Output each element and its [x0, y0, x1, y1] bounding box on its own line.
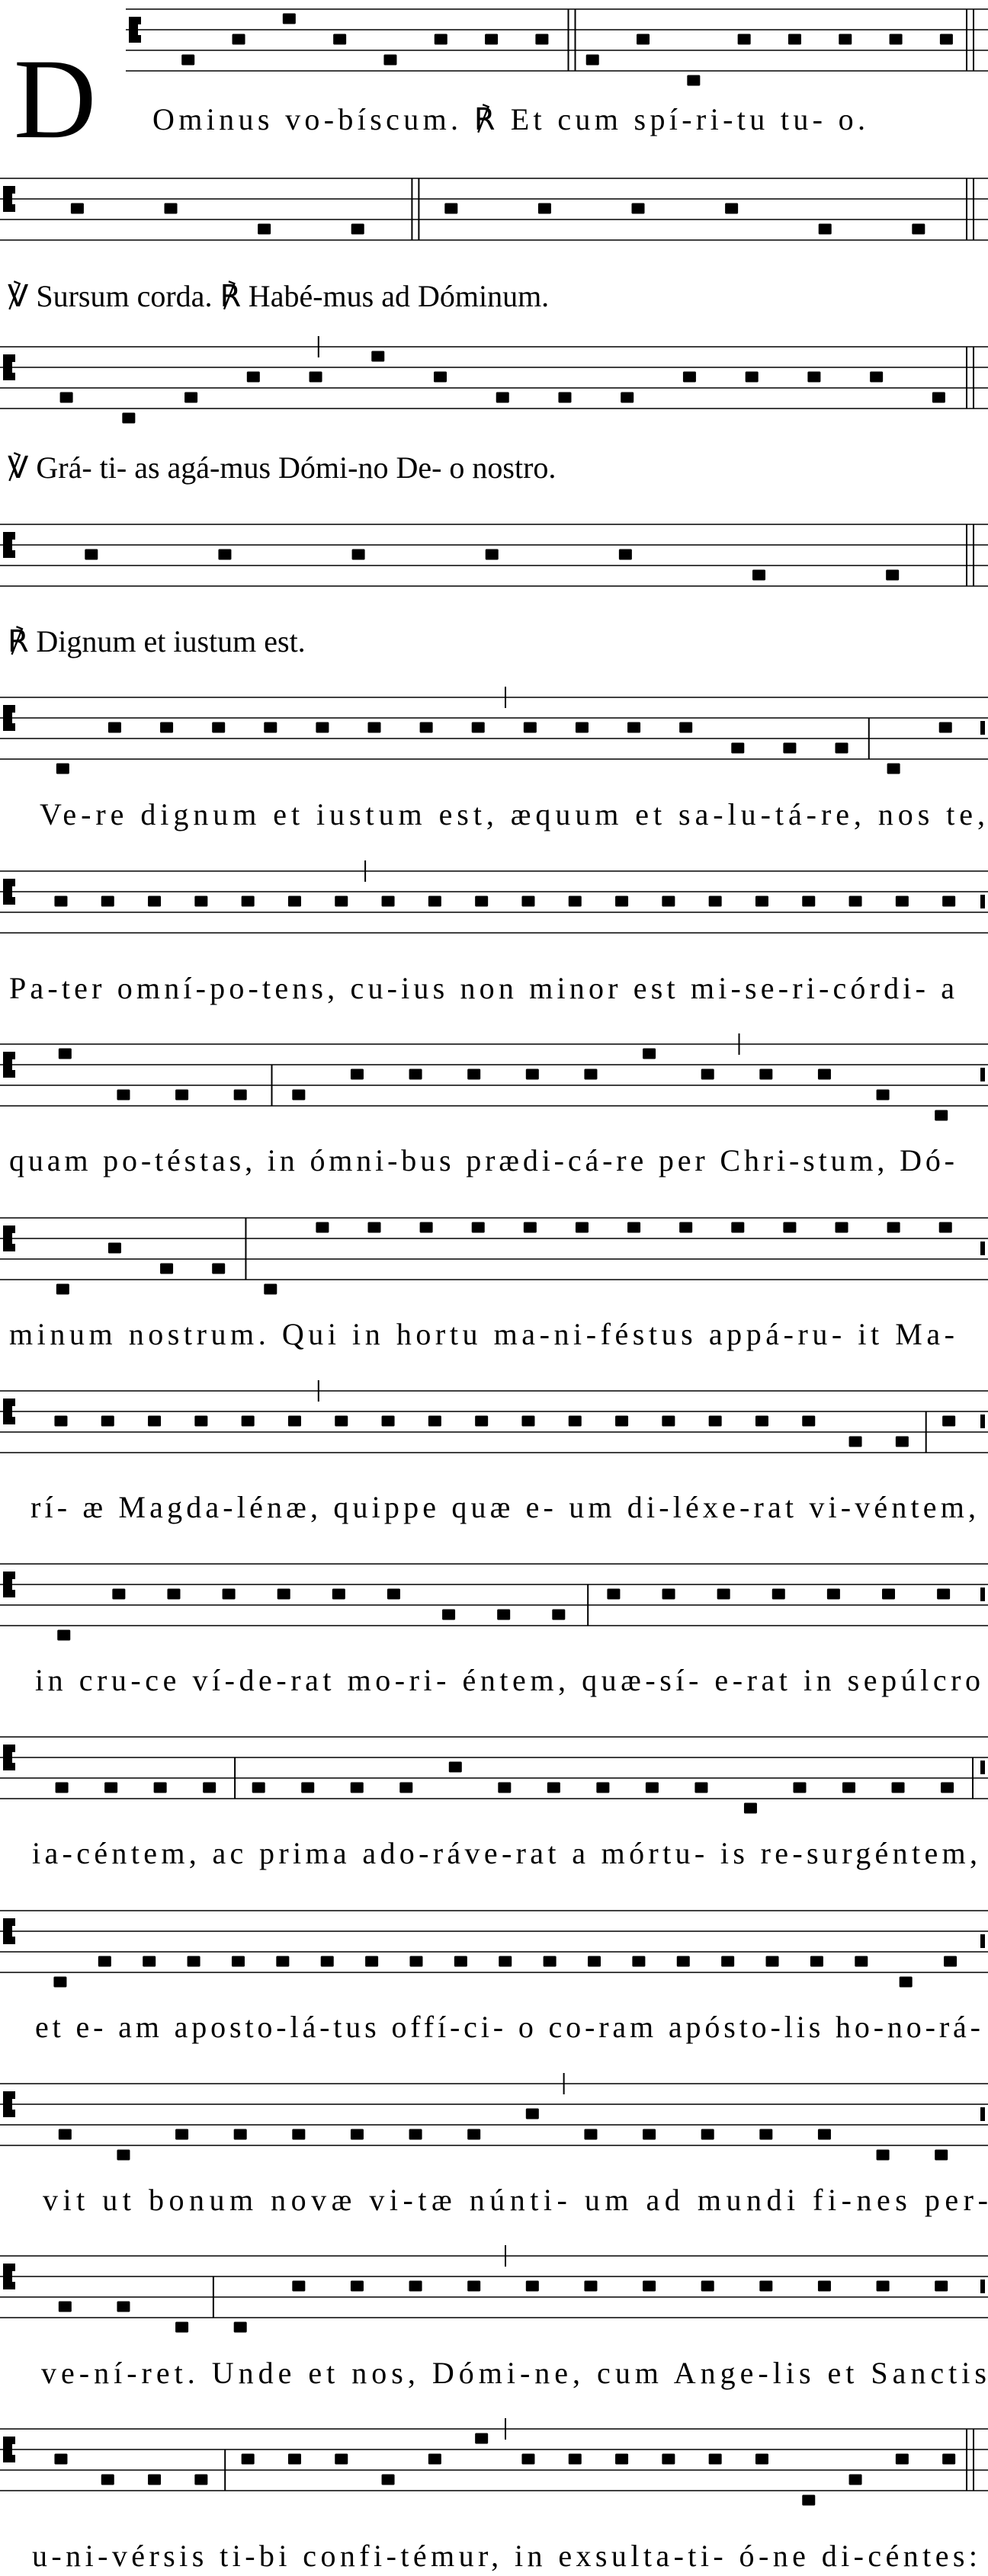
lyric-line: in cru-ce ví-de-rat mo-ri- éntem, quæ-sí- e-rat in sepúlcro — [35, 1663, 981, 1697]
punctum-note — [679, 722, 692, 733]
punctum-note — [870, 372, 883, 383]
punctum-note — [619, 549, 632, 560]
punctum-note — [335, 2454, 348, 2465]
punctum-note — [117, 2150, 130, 2161]
punctum-note — [521, 1416, 534, 1427]
punctum-note — [646, 1783, 659, 1793]
punctum-note — [382, 896, 395, 907]
punctum-note — [351, 2129, 364, 2140]
punctum-note — [234, 2129, 247, 2140]
staff-system — [0, 687, 988, 831]
punctum-note — [472, 722, 485, 733]
punctum-note — [588, 1956, 601, 1967]
punctum-note — [932, 392, 945, 403]
punctum-note — [886, 570, 899, 581]
punctum-note — [802, 2495, 815, 2506]
punctum-note — [409, 1956, 422, 1967]
punctum-note — [143, 1956, 156, 1967]
staff-system — [126, 9, 988, 136]
punctum-note — [154, 1783, 167, 1793]
punctum-note — [351, 1069, 364, 1080]
custos — [980, 2107, 985, 2121]
punctum-note — [725, 203, 738, 214]
punctum-note — [335, 896, 348, 907]
punctum-note — [877, 1090, 890, 1101]
punctum-note — [941, 1783, 954, 1793]
punctum-note — [912, 224, 925, 235]
staff-system — [0, 1218, 988, 1351]
punctum-note — [709, 2454, 722, 2465]
punctum-note — [526, 1069, 539, 1080]
punctum-note — [744, 1803, 757, 1814]
punctum-note — [194, 896, 207, 907]
punctum-note — [935, 1110, 948, 1121]
punctum-note — [288, 1416, 301, 1427]
punctum-note — [148, 2475, 161, 2485]
custos — [980, 1761, 985, 1774]
punctum-note — [242, 1416, 255, 1427]
punctum-note — [662, 1589, 675, 1600]
punctum-note — [679, 1222, 692, 1233]
punctum-note — [759, 2129, 772, 2140]
staff-system — [0, 1737, 988, 1870]
punctum-note — [85, 549, 98, 560]
punctum-note — [849, 896, 862, 907]
custos — [980, 1588, 985, 1601]
punctum-note — [731, 1222, 744, 1233]
punctum-note — [896, 896, 909, 907]
punctum-note — [942, 1416, 955, 1427]
punctum-note — [175, 2129, 188, 2140]
punctum-note — [499, 1956, 512, 1967]
punctum-note — [428, 1416, 441, 1427]
punctum-note — [810, 1956, 823, 1967]
punctum-note — [738, 34, 751, 45]
punctum-note — [56, 1284, 69, 1295]
punctum-note — [731, 743, 744, 754]
punctum-note — [59, 2302, 72, 2312]
staff-system — [0, 2073, 988, 2217]
punctum-note — [569, 2454, 582, 2465]
lyric-line: vit ut bonum novæ vi-tæ núnti- um ad mundi fi-nes per- — [43, 2183, 988, 2217]
staff-system — [0, 1380, 988, 1524]
punctum-note — [101, 1416, 114, 1427]
punctum-note — [759, 2281, 772, 2292]
punctum-note — [521, 2454, 534, 2465]
punctum-note — [584, 2281, 597, 2292]
punctum-note — [637, 34, 650, 45]
punctum-note — [569, 1416, 582, 1427]
punctum-note — [701, 2281, 714, 2292]
punctum-note — [409, 2281, 422, 2292]
punctum-note — [292, 1090, 305, 1101]
punctum-note — [526, 2281, 539, 2292]
punctum-note — [409, 2129, 422, 2140]
punctum-note — [818, 1069, 831, 1080]
punctum-note — [101, 896, 114, 907]
punctum-note — [877, 2281, 890, 2292]
punctum-note — [399, 1783, 412, 1793]
punctum-note — [234, 2322, 247, 2333]
punctum-note — [382, 1416, 395, 1427]
punctum-note — [788, 34, 801, 45]
punctum-note — [632, 1956, 645, 1967]
punctum-note — [662, 1416, 675, 1427]
punctum-note — [232, 1956, 245, 1967]
punctum-note — [333, 34, 346, 45]
punctum-note — [849, 1437, 862, 1447]
punctum-note — [935, 2150, 948, 2161]
punctum-note — [475, 1416, 488, 1427]
punctum-note — [607, 1589, 620, 1600]
lyric-line: ℣ Sursum corda. ℟ Habé-mus ad Dóminum. — [8, 279, 550, 313]
punctum-note — [896, 1437, 909, 1447]
punctum-note — [643, 1049, 656, 1059]
punctum-note — [108, 722, 121, 733]
lyric-line: quam po-téstas, in ómni-bus prædi-cá-re per Chri-stum, Dó- — [9, 1143, 954, 1177]
punctum-note — [165, 203, 178, 214]
punctum-note — [819, 224, 832, 235]
custos — [980, 1242, 985, 1255]
punctum-note — [283, 14, 296, 24]
custos — [980, 895, 985, 908]
punctum-note — [467, 1069, 480, 1080]
punctum-note — [184, 392, 197, 403]
punctum-note — [382, 2475, 395, 2485]
punctum-note — [900, 1977, 913, 1988]
punctum-note — [524, 722, 537, 733]
punctum-note — [160, 722, 173, 733]
punctum-note — [475, 896, 488, 907]
punctum-note — [496, 392, 509, 403]
punctum-note — [160, 1264, 173, 1274]
punctum-note — [288, 896, 301, 907]
punctum-note — [122, 413, 135, 424]
punctum-note — [335, 1416, 348, 1427]
punctum-note — [352, 549, 365, 560]
punctum-note — [942, 896, 955, 907]
punctum-note — [683, 372, 696, 383]
punctum-note — [101, 2475, 114, 2485]
punctum-note — [586, 55, 599, 66]
punctum-note — [434, 372, 447, 383]
punctum-note — [701, 2129, 714, 2140]
punctum-note — [475, 2433, 488, 2444]
punctum-note — [444, 203, 457, 214]
staff-system — [0, 524, 988, 658]
lyric-line: et e- am aposto-lá-tus offí-ci- o co-ram apósto-lis ho-no-rá- — [35, 2010, 980, 2044]
punctum-note — [498, 1783, 511, 1793]
punctum-note — [387, 1589, 400, 1600]
punctum-note — [596, 1783, 609, 1793]
punctum-note — [56, 1783, 69, 1793]
punctum-note — [752, 570, 765, 581]
punctum-note — [877, 2150, 890, 2161]
punctum-note — [521, 896, 534, 907]
lyric-line: ia-céntem, ac prima ado-ráve-rat a mórtu- is re-surgéntem, — [32, 1836, 977, 1870]
punctum-note — [242, 896, 255, 907]
punctum-note — [576, 722, 589, 733]
punctum-note — [203, 1783, 216, 1793]
punctum-note — [802, 1416, 815, 1427]
punctum-note — [717, 1589, 730, 1600]
punctum-note — [316, 722, 329, 733]
staff-system — [0, 2245, 988, 2390]
custos — [980, 1415, 985, 1428]
punctum-note — [940, 34, 953, 45]
punctum-note — [839, 34, 852, 45]
staff-system — [0, 860, 988, 1005]
punctum-note — [148, 1416, 161, 1427]
punctum-note — [247, 372, 260, 383]
punctum-note — [409, 1069, 422, 1080]
lyric-line: u-ni-vérsis ti-bi confi-témur, in exsulta-ti- ó-ne di-céntes: — [32, 2539, 977, 2573]
punctum-note — [662, 2454, 675, 2465]
punctum-note — [321, 1956, 334, 1967]
punctum-note — [292, 2281, 305, 2292]
punctum-note — [746, 372, 759, 383]
punctum-note — [292, 2129, 305, 2140]
punctum-note — [59, 2129, 72, 2140]
punctum-note — [175, 1090, 188, 1101]
punctum-note — [467, 2281, 480, 2292]
punctum-note — [827, 1589, 840, 1600]
punctum-note — [60, 392, 73, 403]
lyric-line: Ve-re dignum et iustum est, æquum et sa-lu-tá-re, nos te, — [40, 797, 985, 831]
punctum-note — [849, 2475, 862, 2485]
punctum-note — [547, 1783, 560, 1793]
punctum-note — [98, 1956, 111, 1967]
punctum-note — [485, 34, 498, 45]
punctum-note — [552, 1610, 565, 1620]
punctum-note — [890, 34, 903, 45]
punctum-note — [569, 896, 582, 907]
punctum-note — [252, 1783, 265, 1793]
punctum-note — [802, 896, 815, 907]
punctum-note — [942, 2454, 955, 2465]
punctum-note — [721, 1956, 734, 1967]
punctum-note — [148, 896, 161, 907]
punctum-note — [57, 1630, 70, 1641]
punctum-note — [939, 1222, 952, 1233]
punctum-note — [615, 2454, 628, 2465]
punctum-note — [937, 1589, 950, 1600]
punctum-note — [807, 372, 820, 383]
punctum-note — [882, 1589, 895, 1600]
punctum-note — [896, 2454, 909, 2465]
punctum-note — [371, 351, 384, 362]
punctum-note — [709, 896, 722, 907]
punctum-note — [535, 34, 548, 45]
punctum-note — [621, 392, 634, 403]
punctum-note — [935, 2281, 948, 2292]
punctum-note — [435, 34, 447, 45]
lyric-line: ve-ní-ret. Unde et nos, Dómi-ne, cum Ange-lis et Sanctis — [41, 2356, 987, 2390]
punctum-note — [836, 743, 848, 754]
lyric-line: Ominus vo-bíscum. ℟ Et cum spí-ri-tu tu- o. — [152, 102, 866, 136]
custos — [980, 2280, 985, 2293]
punctum-note — [212, 722, 225, 733]
punctum-note — [497, 1610, 510, 1620]
punctum-note — [836, 1222, 848, 1233]
punctum-note — [420, 722, 433, 733]
punctum-note — [258, 224, 271, 235]
punctum-note — [117, 1090, 130, 1101]
staff-system — [0, 178, 988, 313]
punctum-note — [544, 1956, 557, 1967]
punctum-note — [818, 2281, 831, 2292]
punctum-note — [615, 1416, 628, 1427]
punctum-note — [576, 1222, 589, 1233]
lyric-line: Pa-ter omní-po-tens, cu-ius non minor est mi-se-ri-córdi- a — [9, 971, 954, 1005]
punctum-note — [944, 1956, 957, 1967]
punctum-note — [351, 2281, 364, 2292]
punctum-note — [104, 1783, 117, 1793]
punctum-note — [218, 549, 231, 560]
punctum-note — [233, 34, 245, 45]
punctum-note — [449, 1762, 462, 1773]
punctum-note — [472, 1222, 485, 1233]
punctum-note — [264, 1284, 277, 1295]
punctum-note — [709, 1416, 722, 1427]
punctum-note — [301, 1783, 314, 1793]
punctum-note — [117, 2302, 130, 2312]
punctum-note — [368, 722, 381, 733]
staff-system — [0, 1033, 988, 1177]
punctum-note — [276, 1956, 289, 1967]
initial-letter: D — [14, 36, 97, 162]
punctum-note — [332, 1589, 345, 1600]
punctum-note — [53, 1977, 66, 1988]
punctum-note — [175, 2322, 188, 2333]
punctum-note — [54, 2454, 67, 2465]
punctum-note — [242, 2454, 255, 2465]
punctum-note — [351, 1783, 364, 1793]
punctum-note — [264, 722, 277, 733]
punctum-note — [939, 722, 952, 733]
punctum-note — [793, 1783, 806, 1793]
punctum-note — [818, 2129, 831, 2140]
punctum-note — [310, 372, 322, 383]
punctum-note — [677, 1956, 690, 1967]
punctum-note — [627, 1222, 640, 1233]
punctum-note — [368, 1222, 381, 1233]
punctum-note — [538, 203, 551, 214]
punctum-note — [766, 1956, 779, 1967]
punctum-note — [108, 1243, 121, 1254]
punctum-note — [755, 2454, 768, 2465]
punctum-note — [167, 1589, 180, 1600]
punctum-note — [351, 224, 364, 235]
punctum-note — [420, 1222, 433, 1233]
punctum-note — [855, 1956, 868, 1967]
punctum-note — [526, 2109, 539, 2119]
punctum-note — [181, 55, 194, 66]
punctum-note — [442, 1610, 455, 1620]
punctum-note — [194, 1416, 207, 1427]
punctum-note — [112, 1589, 125, 1600]
punctum-note — [428, 896, 441, 907]
punctum-note — [755, 1416, 768, 1427]
punctum-note — [56, 764, 69, 774]
punctum-note — [54, 896, 67, 907]
punctum-note — [524, 1222, 537, 1233]
punctum-note — [887, 764, 900, 774]
punctum-note — [584, 1069, 597, 1080]
punctum-note — [383, 55, 396, 66]
punctum-note — [842, 1783, 855, 1793]
punctum-note — [365, 1956, 378, 1967]
punctum-note — [892, 1783, 905, 1793]
punctum-note — [486, 549, 499, 560]
punctum-note — [632, 203, 645, 214]
staff-system — [0, 1911, 988, 2044]
punctum-note — [59, 1049, 72, 1059]
custos — [980, 1068, 985, 1081]
custos — [980, 721, 985, 735]
punctum-note — [316, 1222, 329, 1233]
punctum-note — [71, 203, 84, 214]
punctum-note — [887, 1222, 900, 1233]
punctum-note — [643, 2281, 656, 2292]
lyric-line: minum nostrum. Qui in hortu ma-ni-féstus appá-ru- it Ma- — [9, 1317, 954, 1351]
punctum-note — [615, 896, 628, 907]
punctum-note — [662, 896, 675, 907]
punctum-note — [234, 1090, 247, 1101]
punctum-note — [643, 2129, 656, 2140]
punctum-note — [188, 1956, 200, 1967]
staff-system — [0, 2418, 988, 2573]
punctum-note — [701, 1069, 714, 1080]
punctum-note — [454, 1956, 467, 1967]
lyric-line: rí- æ Magda-lénæ, quippe quæ e- um di-léxe-rat vi-véntem, — [30, 1490, 976, 1524]
punctum-note — [277, 1589, 290, 1600]
punctum-note — [694, 1783, 707, 1793]
custos — [980, 1934, 985, 1948]
punctum-note — [772, 1589, 785, 1600]
lyric-line: ℟ Dignum et iustum est. — [8, 624, 306, 658]
punctum-note — [558, 392, 571, 403]
punctum-note — [467, 2129, 480, 2140]
punctum-note — [212, 1264, 225, 1274]
punctum-note — [759, 1069, 772, 1080]
punctum-note — [584, 2129, 597, 2140]
punctum-note — [288, 2454, 301, 2465]
lyric-line: ℣ Grá- ti- as agá-mus Dómi-no De- o nostro. — [8, 450, 557, 485]
punctum-note — [687, 75, 700, 86]
punctum-note — [755, 896, 768, 907]
staff-system — [0, 1564, 988, 1697]
punctum-note — [54, 1416, 67, 1427]
staff-system — [0, 336, 988, 485]
punctum-note — [223, 1589, 236, 1600]
punctum-note — [194, 2475, 207, 2485]
punctum-note — [627, 722, 640, 733]
punctum-note — [428, 2454, 441, 2465]
punctum-note — [783, 743, 796, 754]
punctum-note — [783, 1222, 796, 1233]
